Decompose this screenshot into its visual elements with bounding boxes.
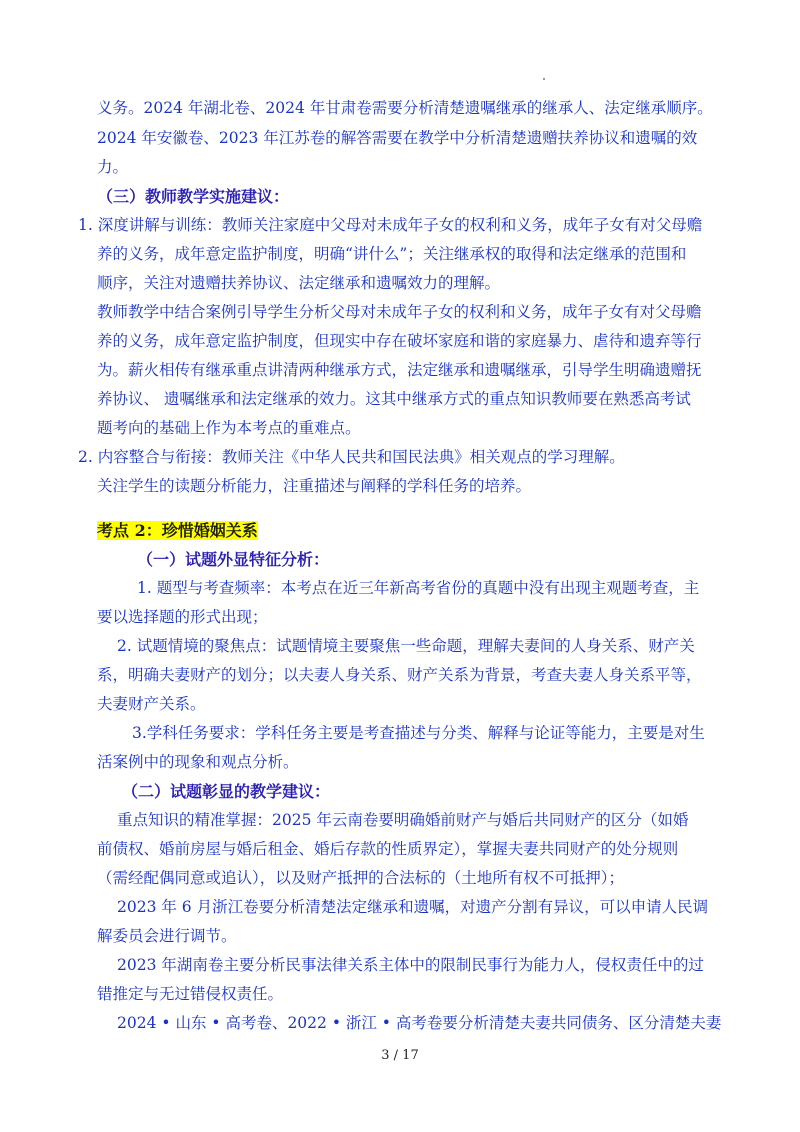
highlighted-title: 考点 2：珍惜婚姻关系 (97, 521, 258, 540)
text-line: 3.学科任务要求：学科任务主要是考查描述与分类、解释与论证等能力，主要是对生 (132, 724, 705, 742)
text-line: 养的义务，成年意定监护制度，但现实中存在破坏家庭和谐的家庭暴力、虐待和遗弃等行 (97, 332, 702, 350)
section-heading: （三）教师教学实施建议： (97, 187, 290, 206)
text-line: 系，明确夫妻财产的划分；以夫妻人身关系、财产关系为背景，考查夫妻人身关系平等， (97, 666, 702, 684)
list-item: 2. 内容整合与衔接：教师关注《中华人民共和国民法典》相关观点的学习理解。 (78, 448, 625, 466)
text-line: 力。 (97, 158, 129, 176)
text-line: 教师教学中结合案例引导学生分析父母对未成年子女的权利和义务，成年子女有对父母赡 (97, 303, 702, 321)
text-line: 错推定与无过错侵权责任。 (97, 985, 284, 1003)
scan-dot (543, 78, 545, 80)
topic-heading (97, 518, 258, 541)
text-line: 重点知识的精准掌握：2025 年云南卷要明确婚前财产与婚后共同财产的区分（如婚 (117, 811, 689, 829)
text-line: 2024 年安徽卷、2023 年江苏卷的解答需要在教学中分析清楚遗赠扶养协议和遗嘱的效 (97, 129, 698, 147)
text-line: 顺序，关注对遗赠扶养协议、法定继承和遗嘱效力的理解。 (97, 274, 501, 292)
text-line: 活案例中的现象和观点分析。 (97, 753, 299, 771)
subsection-heading: （一）试题外显特征分析： (137, 550, 330, 569)
text-line: 2023 年 6 月浙江卷要分析清楚法定继承和遗嘱，对遗产分割有异议，可以申请人民调 (117, 898, 709, 916)
text-line: 养协议、 遗嘱继承和法定继承的效力。这其中继承方式的重点知识教师要在熟悉高考试 (97, 390, 691, 408)
text-line: 1. 题型与考查频率：本考点在近三年新高考省份的真题中没有出现主观题考查，主 (137, 579, 700, 597)
text-line: 要以选择题的形式出现； (97, 608, 268, 626)
text-line: 前债权、婚前房屋与婚后租金、婚后存款的性质界定），掌握夫妻共同财产的处分规则 (97, 840, 679, 858)
text-line: 2023 年湖南卷主要分析民事法律关系主体中的限制民事行为能力人，侵权责任中的过 (117, 956, 704, 974)
text-line: 解委员会进行调节。 (97, 927, 237, 945)
text-line: 2024 • 山东 • 高考卷、2022 • 浙江 • 高考卷要分析清楚夫妻共同债务、区分清楚夫妻 (117, 1014, 722, 1032)
text-line: 养的义务，成年意定监护制度，明确“讲什么”；关注继承权的取得和法定继承的范围和 (97, 245, 687, 263)
text-line: 夫妻财产关系。 (97, 695, 206, 713)
page-number: 3 / 17 (381, 1048, 419, 1063)
text-line: 2. 试题情境的聚焦点：试题情境主要聚焦一些命题，理解夫妻间的人身关系、财产关 (117, 637, 695, 655)
text-line: 关注学生的读题分析能力，注重描述与阐释的学科任务的培养。 (97, 477, 532, 495)
text-line: 为。薪火相传有继承重点讲清两种继承方式，法定继承和遗嘱继承，引导学生明确遗赠抚 (97, 361, 702, 379)
text-line: 题考向的基础上作为本考点的重难点。 (97, 419, 361, 437)
list-item: 1. 深度讲解与训练：教师关注家庭中父母对未成年子女的权利和义务，成年子女有对父母赡 (78, 216, 703, 234)
text-line: （需经配偶同意或追认），以及财产抵押的合法标的（土地所有权不可抵押）； (97, 869, 625, 887)
text-line: 义务。2024 年湖北卷、2024 年甘肃卷需要分析清楚遗嘱继承的继承人、法定继承顺序。 (97, 99, 713, 117)
subsection-heading: （二）试题彰显的教学建议： (122, 782, 331, 801)
